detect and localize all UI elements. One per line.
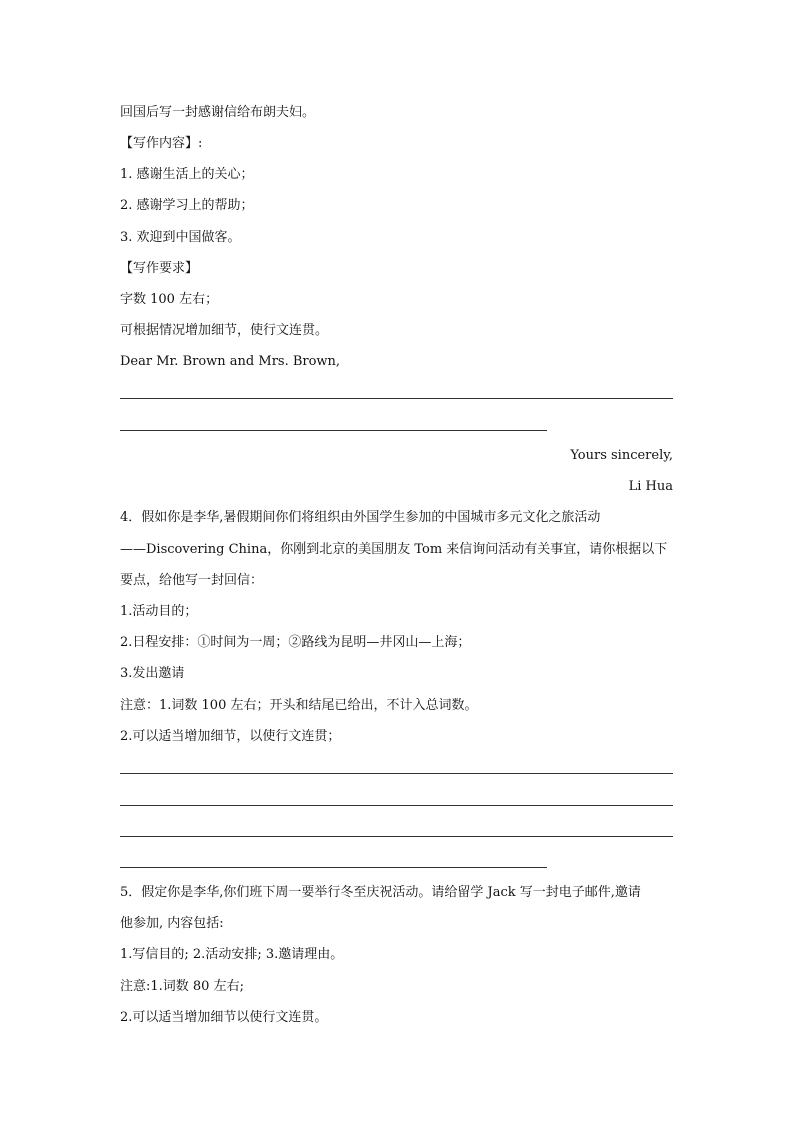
requirement-item: 字数 100 左右； bbox=[120, 292, 219, 307]
task-point: 3.发出邀请 bbox=[120, 666, 185, 681]
task-prompt: 他参加, 内容包括: bbox=[120, 916, 224, 931]
task-point: 1.活动目的； bbox=[120, 604, 198, 619]
requirements-header: 【写作要求】 bbox=[120, 261, 199, 276]
answer-line[interactable] bbox=[120, 398, 673, 399]
task-note: 2.可以适当增加细节，以使行文连贯； bbox=[120, 729, 341, 744]
content-item: 3. 欢迎到中国做客。 bbox=[120, 230, 241, 245]
task-point: 2.日程安排：①时间为一周；②路线为昆明—井冈山—上海； bbox=[120, 635, 471, 650]
task-note: 注意：1.词数 100 左右；开头和结尾已给出，不计入总词数。 bbox=[120, 698, 478, 713]
task-prompt: 5．假定你是李华,你们班下周一要举行冬至庆祝活动。请给留学 Jack 写一封电子邮件,邀请 bbox=[120, 885, 641, 900]
task-prompt: 要点，给他写一封回信： bbox=[120, 573, 264, 588]
task-prompt: ——Discovering China，你刚到北京的美国朋友 Tom 来信询问活动有关事宜，请你根据以下 bbox=[120, 542, 668, 557]
content-header: 【写作内容】: bbox=[120, 136, 203, 151]
answer-line[interactable] bbox=[120, 430, 547, 431]
answer-line[interactable] bbox=[120, 773, 673, 774]
task-note: 注意:1.词数 80 左右; bbox=[120, 979, 244, 994]
answer-line[interactable] bbox=[120, 836, 673, 837]
content-item: 1. 感谢生活上的关心； bbox=[120, 167, 254, 182]
task-note: 2.可以适当增加细节以使行文连贯。 bbox=[120, 1010, 328, 1025]
letter-salutation: Dear Mr. Brown and Mrs. Brown, bbox=[120, 354, 341, 369]
requirement-item: 可根据情况增加细节，使行文连贯。 bbox=[120, 323, 329, 338]
task-point: 1.写信目的; 2.活动安排; 3.邀请理由。 bbox=[120, 947, 344, 962]
content-item: 2. 感谢学习上的帮助； bbox=[120, 198, 254, 213]
answer-line[interactable] bbox=[120, 867, 547, 868]
task-intro: 回国后写一封感谢信给布朗夫妇。 bbox=[120, 105, 316, 120]
letter-closing: Yours sincerely, bbox=[570, 448, 673, 463]
answer-line[interactable] bbox=[120, 805, 673, 806]
task-prompt: 4．假如你是李华,暑假期间你们将组织由外国学生参加的中国城市多元文化之旅活动 bbox=[120, 510, 601, 525]
letter-signature: Li Hua bbox=[628, 479, 673, 494]
